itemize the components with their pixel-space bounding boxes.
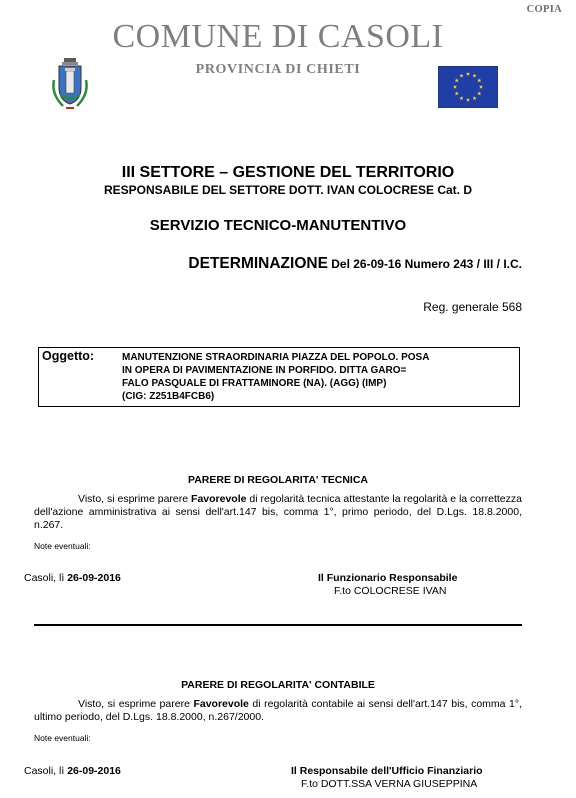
parere-contabile-title: PARERE DI REGOLARITA' CONTABILE <box>181 679 375 691</box>
note-eventuali: Note eventuali: <box>34 541 91 551</box>
data: 26-09-2016 <box>67 765 121 777</box>
parere-tecnica-title: PARERE DI REGOLARITA' TECNICA <box>187 474 369 486</box>
determinazione-line <box>188 255 522 273</box>
page-title: COMUNE DI CASOLI <box>112 18 444 55</box>
parere-esito: Favorevole <box>193 698 249 710</box>
oggetto-line: MANUTENZIONE STRAORDINARIA PIAZZA DEL POPOLO. POSA <box>122 352 430 363</box>
parere-text-post: di regolarità contabile ai sensi dell'art.147 bis, comma 1°, ultimo periodo, del D.Lgs. 18.8.2000, n.267/2000. <box>34 698 522 723</box>
oggetto-label: Oggetto: <box>42 349 95 363</box>
eu-flag-icon <box>438 66 498 108</box>
parere-tecnica-text <box>34 493 522 532</box>
parere-contabile-text <box>34 698 522 724</box>
responsabile-heading: RESPONSABILE DEL SETTORE DOTT. IVAN COLOCRESE Cat. D <box>103 183 473 197</box>
determinazione-label: DETERMINAZIONE <box>188 255 328 272</box>
firma-nome: F.to DOTT.SSA VERNA GIUSEPPINA <box>301 778 478 790</box>
reg-generale: Reg. generale 568 <box>423 300 522 314</box>
note-eventuali: Note eventuali: <box>34 733 91 743</box>
luogo: Casoli, lì <box>24 572 68 584</box>
determinazione-details: Del 26-09-16 Numero 243 / III / I.C. <box>327 257 522 271</box>
firma-titolo: Il Funzionario Responsabile <box>318 572 458 584</box>
parere-text-post: di regolarità tecnica attestante la regolarità e la correttezza dell'azione amministrativa ai sensi dell'art.147 bis, comma 1°, primo periodo, del D.Lgs. 18.8.2000, n.267. <box>34 493 522 531</box>
firma-nome: F.to COLOCRESE IVAN <box>334 585 447 597</box>
parere-text-pre: Visto, si esprime parere <box>78 493 192 505</box>
oggetto-line: IN OPERA DI PAVIMENTAZIONE IN PORFIDO. DITTA GARO= <box>122 365 407 376</box>
settore-heading: III SETTORE – GESTIONE DEL TERRITORIO <box>121 164 455 181</box>
municipal-crest-icon <box>50 54 90 114</box>
luogo-data <box>24 765 121 777</box>
divider <box>34 624 522 626</box>
luogo-data <box>24 572 121 584</box>
copia-label: COPIA <box>526 4 562 15</box>
luogo: Casoli, lì <box>24 765 68 777</box>
oggetto-text <box>122 351 429 403</box>
oggetto-line: (CIG: Z251B4FCB6) <box>122 391 215 402</box>
firma-titolo: Il Responsabile dell'Ufficio Finanziario <box>291 765 483 777</box>
parere-esito: Favorevole <box>191 493 247 505</box>
data: 26-09-2016 <box>67 572 121 584</box>
page-subtitle: PROVINCIA DI CHIETI <box>195 62 361 77</box>
servizio-heading: SERVIZIO TECNICO-MANUTENTIVO <box>149 217 407 234</box>
parere-text-pre: Visto, si esprime parere <box>78 698 194 710</box>
oggetto-line: FALO PASQUALE DI FRATTAMINORE (NA). (AGG) (IMP) <box>122 378 387 389</box>
